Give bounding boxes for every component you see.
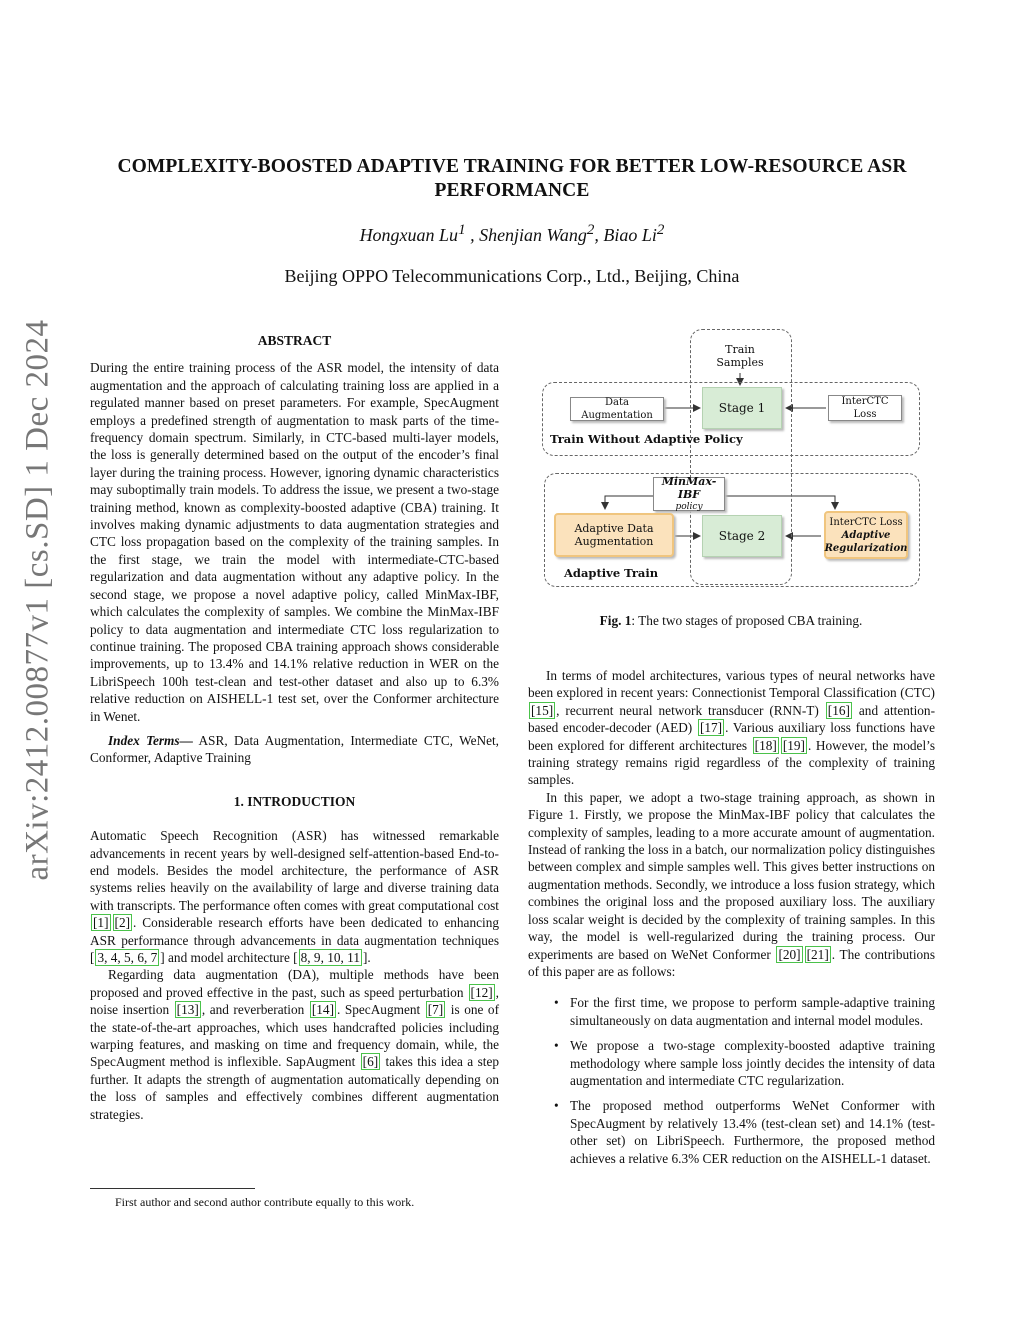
train-samples-node: Train Samples	[716, 343, 764, 369]
caption-label: Fig. 1	[599, 613, 632, 628]
citation-link[interactable]: [12]	[470, 984, 493, 1000]
adaptive-regularization-label: Adaptive Regularization	[824, 529, 908, 554]
citation-link[interactable]: [16]	[827, 702, 850, 718]
arxiv-id: arXiv:2412.00877v1 [cs.SD] 1 Dec 2024	[19, 319, 56, 881]
right-paragraph-2: In this paper, we adopt a two-stage training approach, as shown in Figure 1. Firstly, we propose the MinMax-IBF policy that calculates the complexity of samples, leading to a more accurate amount of augmentation. Instead of ranking the loss in a batch, our normalization policy distinguishes between complex and simple samples well. This gives better instructions on augmentation methods. Secondly, we introduce a loss fusion strategy, which combines the original loss and the proposed auxiliary loss. The auxiliary loss scalar weight is decided by the complexity of training samples. In this way, the model is well-regularized during the training process. Our experiments are based on WeNet Conformer [20] [21] . The contributions of this paper are as follows:	[528, 789, 935, 979]
author-1-affil: 1	[458, 222, 466, 238]
right-column	[528, 667, 935, 1175]
stage1-node: Stage 1	[702, 387, 782, 429]
interctc-loss-node: InterCTC Loss	[828, 395, 902, 421]
footnote: First author and second author contribute equally to this work.	[115, 1195, 415, 1209]
index-terms-text: ASR, Data Augmentation, Intermediate CTC, WeNet, Conformer, Adaptive Training	[90, 732, 499, 766]
citation-link[interactable]: [17]	[699, 720, 723, 736]
citation-link[interactable]: [7]	[427, 1002, 444, 1018]
citation-link[interactable]: [6]	[362, 1054, 379, 1070]
affiliation: Beijing OPPO Telecommunications Corp., Ltd., Beijing, China	[284, 266, 740, 286]
citation-link[interactable]: [21]	[806, 946, 829, 962]
citation-link[interactable]: [14]	[311, 1002, 334, 1018]
citation-link[interactable]: [2]	[114, 915, 131, 931]
footnote-rule	[90, 1188, 255, 1189]
minmax-ibf-label: MinMax-IBF	[661, 474, 717, 501]
stage1-label: Train Without Adaptive Policy	[550, 432, 743, 446]
citation-link[interactable]: [13]	[176, 1002, 199, 1018]
intro-heading: 1. INTRODUCTION	[233, 793, 356, 809]
author-2: , Shenjian Wang	[465, 225, 587, 245]
intro-paragraph-1: Automatic Speech Recognition (ASR) has witnessed remarkable advancements in recent years by well-designed self-attention-based End-to-end models. Besides the model architecture, the performance of ASR systems relies heavily on the availability of large and diverse training data with transcripts. The performance often comes with great computational cost [1] [2] . Considerable research efforts have been dedicated to enhancing ASR performance through advancements in data augmentation techniques [ 3, 4, 5, 6, 7 ] and model architecture [ 8, 9, 10, 11 ].	[90, 828, 499, 965]
right-paragraph-1: In terms of model architectures, various types of neural networks have been explored in recent years: Connectionist Temporal Classification (CTC) [15] , recurrent neural network transducer (RNN-T) [16] and attention-based encoder-decoder (AED) [17] . Various auxiliary loss functions have been explored for different architectures [18] [19] . However, the model’s training strategy remains rigid regardless of the complexity of training samples.	[528, 668, 936, 788]
index-terms-label: Index Terms—	[108, 732, 193, 748]
caption-text: : The two stages of proposed CBA training.	[631, 613, 863, 628]
stage2-node: Stage 2	[702, 515, 782, 557]
contribution-item: • The proposed method outperforms WeNet Conformer with SpecAugment by relatively 13.4% (test-clean set) and 14.1% (test-other set) on LibriSpeech. Furthermore, the proposed method achieves a relative 6.3% CER reduction on the AISHELL-1 dataset.	[528, 1097, 935, 1167]
adaptive-data-augmentation-node: Adaptive Data Augmentation	[554, 513, 674, 557]
stage2-label: Adaptive Train	[564, 566, 659, 580]
contribution-item: • We propose a two-stage complexity-boosted adaptive training methodology where sample loss jointly decides the intensity of data augmentation and intermediate CTC regularization.	[528, 1037, 935, 1089]
citation-link[interactable]: 3, 4, 5, 6, 7	[97, 950, 158, 965]
author-2-affil: 2	[586, 222, 595, 238]
citation-link[interactable]: 8, 9, 10, 11	[300, 950, 360, 965]
contribution-item: • For the first time, we propose to perform sample-adaptive training simultaneously on data augmentation and internal model modules.	[528, 994, 935, 1029]
abstract-text: During the entire training process of the ASR model, the intensity of data augmentation and the approach of calculating training loss are applied in a regulated manner based on preset parameters. For example, SpecAugment employs a predefined strength of augmentation to mask parts of the time-frequency domain spectrum. Similarly, in CTC-based multi-layer models, the loss is generally determined based on the output of the encoder’s final layer during the training process. However, ignoring dynamic characteristics may suboptimally train models. To address the issue, we present a two-stage training method, known as complexity-boosted adaptive (CBA) training. It involves making dynamic adjustments to data augmentation strategies and CTC loss propagation based on the complexity of the training samples. In the first stage, we train the model with intermediate-CTC-based regularization and data augmentation without any adaptive policy. In the second stage, we propose a novel adaptive policy, called MinMax-IBF, which calculates the complexity of samples. We combine the MinMax-IBF policy to data augmentation and intermediate CTC loss regularization to continue training. The proposed CBA training approach shows considerable improvements, up to 13.4% and 14.1% relative reduction in WER on the LibriSpeech 100h test-clean and test-other dataset and also up to 6.3% relative reduction on AISHELL-1 test set, over the Conformer architecture in Wenet.	[90, 360, 499, 724]
citation-link[interactable]: [1]	[93, 915, 109, 931]
left-column	[90, 332, 499, 1123]
figure-1	[540, 325, 922, 595]
figure-caption	[528, 613, 934, 629]
paper-title: COMPLEXITY-BOOSTED ADAPTIVE TRAINING FOR BETTER LOW-RESOURCE ASR PERFORMANCE	[117, 156, 907, 201]
policy-label: policy	[675, 501, 703, 512]
author-list	[60, 222, 964, 246]
author-3: , Biao Li	[594, 225, 657, 245]
interctc-loss-label: InterCTC Loss	[829, 516, 903, 528]
index-terms	[90, 732, 499, 767]
data-augmentation-node: Data Augmentation	[570, 397, 664, 421]
citation-link[interactable]: [15]	[531, 702, 554, 718]
arxiv-sidebar	[8, 250, 68, 950]
author-3-affil: 2	[656, 222, 665, 238]
minmax-ibf-node	[653, 474, 725, 512]
citation-link[interactable]: [19]	[782, 737, 805, 753]
citation-link[interactable]: [20]	[778, 946, 801, 962]
intro-paragraph-2: Regarding data augmentation (DA), multiple methods have been proposed and proved effective in the past, such as speed perturbation [12] , noise insertion [13] , and reverberation [14] . SpecAugment [7] is one of the state-of-the-art approaches, which uses handcrafted policies including warping features, and masking on time and frequency domain, while, the SpecAugment method is inflexible. SapAugment [6] takes this idea a step further. It adapts the strength of augmentation automatically depending on the loss of samples and effectively combines different augmentation strategies.	[90, 967, 499, 1122]
abstract-heading: ABSTRACT	[257, 333, 332, 348]
citation-link[interactable]: [18]	[754, 737, 777, 753]
author-1: Hongxuan Lu	[359, 225, 459, 245]
contributions-list	[528, 994, 935, 1167]
adaptive-regularization-node	[824, 511, 908, 559]
